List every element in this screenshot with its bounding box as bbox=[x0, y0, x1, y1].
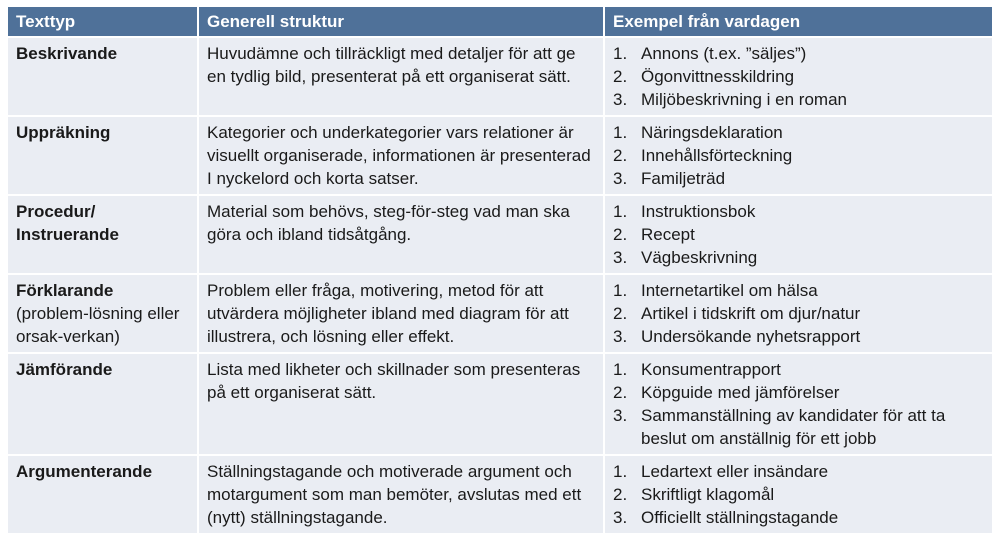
example-text: Ledartext eller insändare bbox=[641, 462, 829, 481]
examples-list bbox=[613, 460, 984, 529]
example-item bbox=[613, 302, 984, 325]
table-row bbox=[8, 353, 992, 455]
example-item bbox=[613, 506, 984, 529]
table-row bbox=[8, 195, 992, 274]
example-item bbox=[613, 381, 984, 404]
text-type-subtitle: (problem-lösning eller orsak-verkan) bbox=[16, 304, 180, 346]
example-text: Artikel i tidskrift om djur/natur bbox=[641, 304, 861, 323]
text-type-name: Uppräkning bbox=[16, 123, 111, 142]
header-generell-struktur: Generell struktur bbox=[198, 7, 604, 37]
text-types-table bbox=[8, 7, 992, 533]
examples-cell bbox=[604, 195, 992, 274]
example-number: 2. bbox=[613, 304, 628, 323]
header-exempel: Exempel från vardagen bbox=[604, 7, 992, 37]
header-texttyp: Texttyp bbox=[8, 7, 198, 37]
table-row bbox=[8, 37, 992, 116]
example-item bbox=[613, 121, 984, 144]
example-item bbox=[613, 223, 984, 246]
examples-list bbox=[613, 42, 984, 111]
example-item bbox=[613, 167, 984, 190]
structure-cell: Lista med likheter och skillnader som presenteras på ett organiserat sätt. bbox=[198, 353, 604, 455]
text-type-cell bbox=[8, 274, 198, 353]
example-item bbox=[613, 144, 984, 167]
example-text: Köpguide med jämförelser bbox=[641, 383, 840, 402]
example-text: Näringsdeklaration bbox=[641, 123, 783, 142]
example-text: Familjeträd bbox=[641, 169, 726, 188]
text-type-name: Argumenterande bbox=[16, 462, 153, 481]
example-number: 1. bbox=[613, 202, 628, 221]
example-number: 2. bbox=[613, 67, 628, 86]
example-number: 2. bbox=[613, 225, 628, 244]
examples-list bbox=[613, 121, 984, 190]
text-type-name: Jämförande bbox=[16, 360, 113, 379]
example-item bbox=[613, 88, 984, 111]
structure-cell: Kategorier och underkategorier vars relationer är visuellt organiserade, informationen är presenterad I nyckelord och korta satser. bbox=[198, 116, 604, 195]
example-number: 2. bbox=[613, 146, 628, 165]
example-text: Miljöbeskrivning i en roman bbox=[641, 90, 847, 109]
text-type-name: Procedur/ Instruerande bbox=[16, 202, 119, 244]
example-text: Internetartikel om hälsa bbox=[641, 281, 818, 300]
table-row bbox=[8, 274, 992, 353]
example-number: 1. bbox=[613, 462, 628, 481]
text-type-cell bbox=[8, 353, 198, 455]
structure-cell: Material som behövs, steg-för-steg vad man ska göra och ibland tidsåtgång. bbox=[198, 195, 604, 274]
text-type-cell bbox=[8, 455, 198, 533]
text-type-name: Förklarande bbox=[16, 281, 114, 300]
example-number: 3. bbox=[613, 508, 628, 527]
example-number: 3. bbox=[613, 327, 628, 346]
example-text: Skriftligt klagomål bbox=[641, 485, 775, 504]
text-type-cell bbox=[8, 195, 198, 274]
example-text: Undersökande nyhetsrapport bbox=[641, 327, 861, 346]
text-type-cell bbox=[8, 37, 198, 116]
examples-cell bbox=[604, 353, 992, 455]
example-item bbox=[613, 279, 984, 302]
example-text: Instruktionsbok bbox=[641, 202, 756, 221]
example-text: Annons (t.ex. ”säljes”) bbox=[641, 44, 807, 63]
example-item bbox=[613, 325, 984, 348]
header-row bbox=[8, 7, 992, 37]
example-number: 1. bbox=[613, 123, 628, 142]
text-type-name: Beskrivande bbox=[16, 44, 118, 63]
structure-cell: Huvudämne och tillräckligt med detaljer för att ge en tydlig bild, presenterat på ett organiserat sätt. bbox=[198, 37, 604, 116]
examples-cell bbox=[604, 116, 992, 195]
example-number: 2. bbox=[613, 383, 628, 402]
text-type-cell bbox=[8, 116, 198, 195]
examples-cell bbox=[604, 37, 992, 116]
examples-cell bbox=[604, 274, 992, 353]
table-row bbox=[8, 116, 992, 195]
structure-cell: Ställningstagande och motiverade argument och motargument som man bemöter, avslutas med ett (nytt) ställningstagande. bbox=[198, 455, 604, 533]
examples-cell bbox=[604, 455, 992, 533]
example-text: Recept bbox=[641, 225, 695, 244]
example-item bbox=[613, 200, 984, 223]
examples-list bbox=[613, 358, 984, 450]
example-item bbox=[613, 65, 984, 88]
example-item bbox=[613, 483, 984, 506]
example-number: 3. bbox=[613, 406, 628, 425]
example-number: 3. bbox=[613, 90, 628, 109]
example-number: 3. bbox=[613, 248, 628, 267]
example-item bbox=[613, 358, 984, 381]
example-number: 1. bbox=[613, 281, 628, 300]
examples-list bbox=[613, 200, 984, 269]
structure-cell: Problem eller fråga, motivering, metod för att utvärdera möjligheter ibland med diagram för att illustrera, och lösning eller effekt. bbox=[198, 274, 604, 353]
example-item bbox=[613, 460, 984, 483]
example-text: Innehållsförteckning bbox=[641, 146, 793, 165]
example-number: 2. bbox=[613, 485, 628, 504]
example-item bbox=[613, 404, 984, 450]
example-number: 3. bbox=[613, 169, 628, 188]
example-item bbox=[613, 42, 984, 65]
example-number: 1. bbox=[613, 44, 628, 63]
example-text: Konsumentrapport bbox=[641, 360, 781, 379]
example-text: Vägbeskrivning bbox=[641, 248, 758, 267]
example-number: 1. bbox=[613, 360, 628, 379]
example-text: Officiellt ställningstagande bbox=[641, 508, 839, 527]
example-text: Ögonvittnesskildring bbox=[641, 67, 795, 86]
text-types-table-container bbox=[8, 7, 992, 533]
example-item bbox=[613, 246, 984, 269]
examples-list bbox=[613, 279, 984, 348]
example-text: Sammanställning av kandidater för att ta beslut om anställnig för ett jobb bbox=[641, 406, 946, 448]
table-row bbox=[8, 455, 992, 533]
